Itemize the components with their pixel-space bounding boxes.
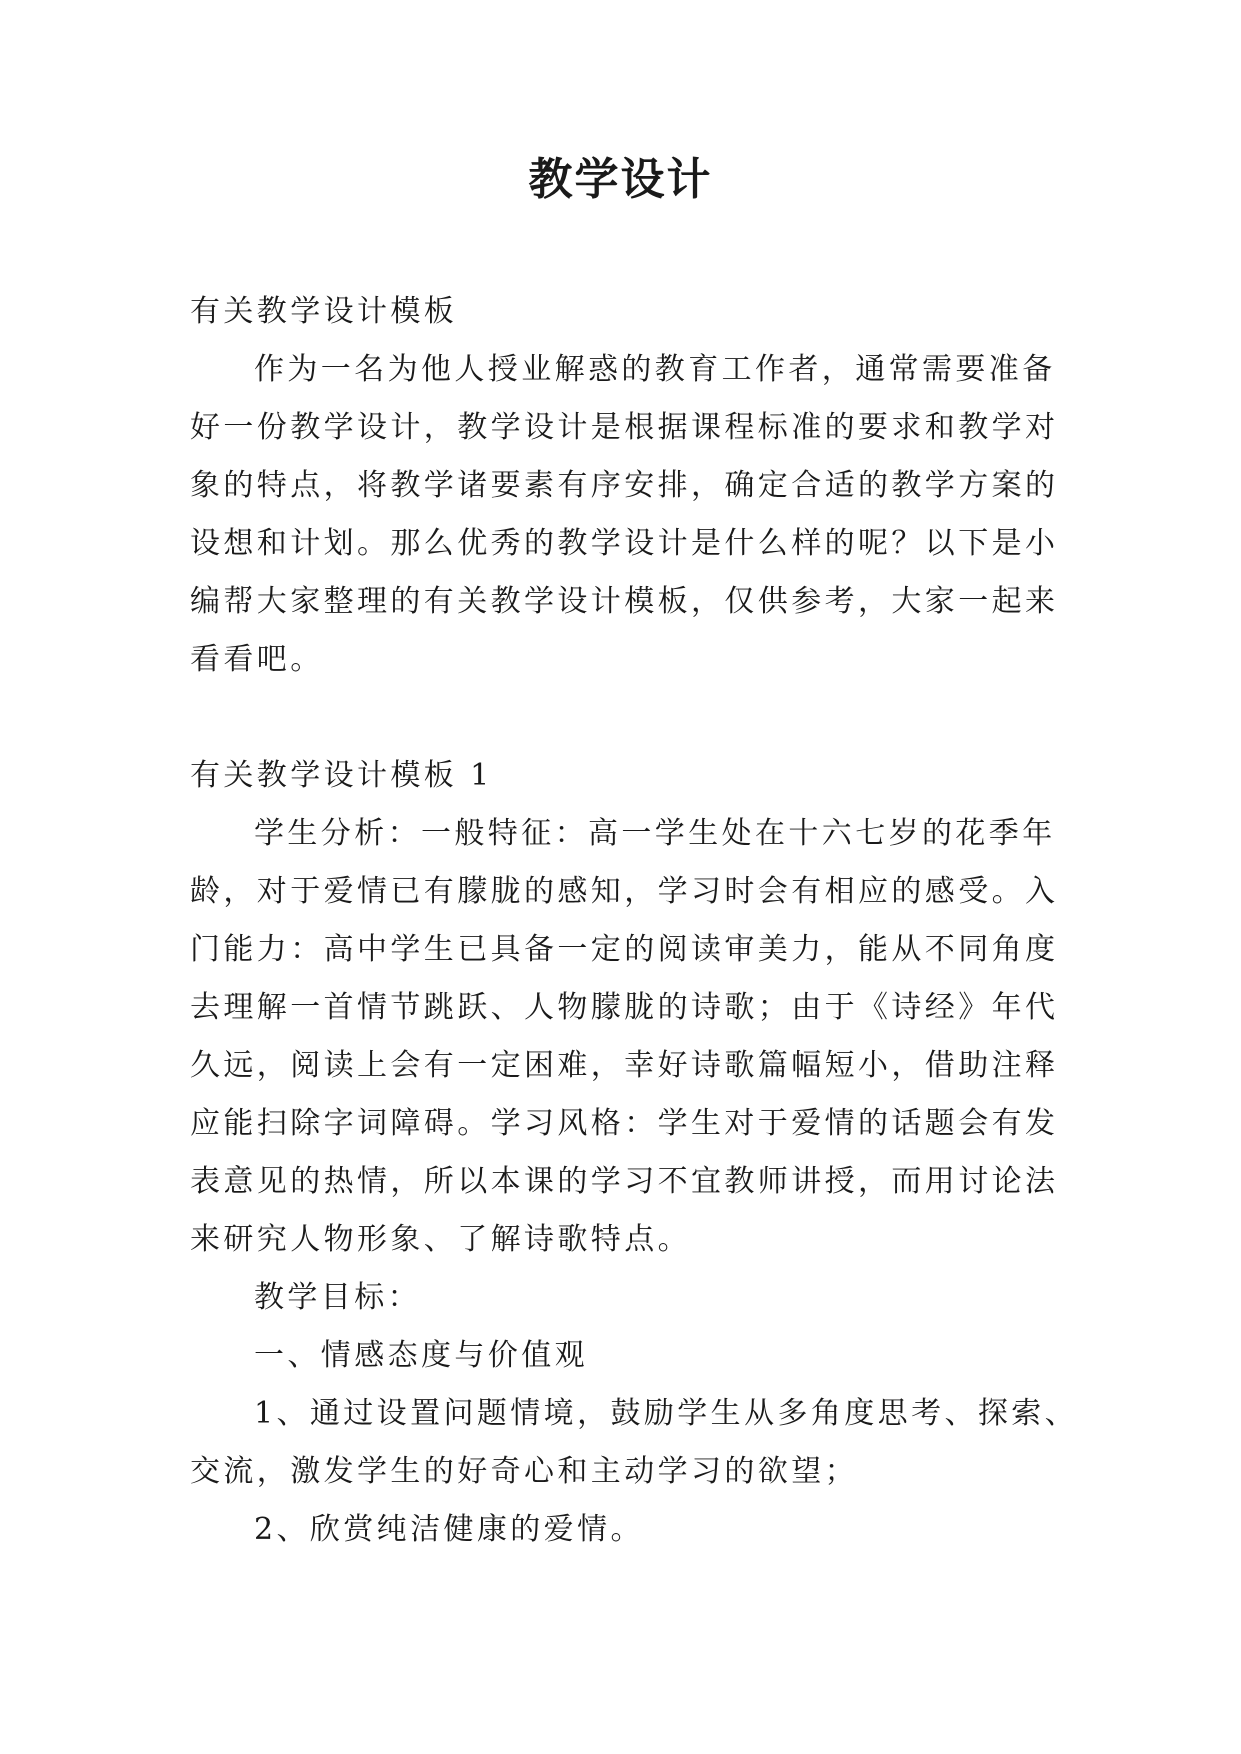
goal-item-2: 2、欣赏纯洁健康的爱情。 [254,1512,644,1547]
intro-heading: 有关教学设计模板 [190,294,458,329]
goals-label: 教学目标： [254,1280,421,1315]
intro-line: 好一份教学设计，教学设计是根据课程标准的要求和教学对 [190,410,1059,445]
goal-item-1-continued: 交流，激发学生的好奇心和主动学习的欲望； [190,1454,858,1489]
analysis-line: 久远，阅读上会有一定困难，幸好诗歌篇幅短小，借助注释 [190,1048,1059,1083]
document-body [190,283,1079,1559]
analysis-line: 来研究人物形象、了解诗歌特点。 [190,1222,691,1257]
analysis-line: 应能扫除字词障碍。学习风格：学生对于爱情的话题会有发 [190,1106,1059,1141]
analysis-line: 龄，对于爱情已有朦胧的感知，学习时会有相应的感受。入 [190,874,1059,909]
goal-category: 一、情感态度与价值观 [254,1338,588,1373]
intro-line: 作为一名为他人授业解惑的教育工作者，通常需要准备 [254,352,1056,387]
intro-line: 象的特点，将教学诸要素有序安排，确定合适的教学方案的 [190,468,1059,503]
analysis-line: 去理解一首情节跳跃、人物朦胧的诗歌；由于《诗经》年代 [190,990,1059,1025]
paragraph-gap [190,689,1060,747]
section-heading: 有关教学设计模板 1 [190,758,493,793]
analysis-line: 门能力：高中学生已具备一定的阅读审美力，能从不同角度 [190,932,1059,967]
analysis-line: 学生分析：一般特征：高一学生处在十六七岁的花季年 [254,816,1056,851]
intro-line: 看看吧。 [190,642,324,677]
document-title: 教学设计 [528,154,713,205]
goal-item-1: 1、通过设置问题情境，鼓励学生从多角度思考、探索、 [254,1396,1079,1431]
intro-line: 设想和计划。那么优秀的教学设计是什么样的呢？以下是小 [190,526,1059,561]
analysis-line: 表意见的热情，所以本课的学习不宜教师讲授，而用讨论法 [190,1164,1059,1199]
intro-line: 编帮大家整理的有关教学设计模板，仅供参考，大家一起来 [190,584,1059,619]
